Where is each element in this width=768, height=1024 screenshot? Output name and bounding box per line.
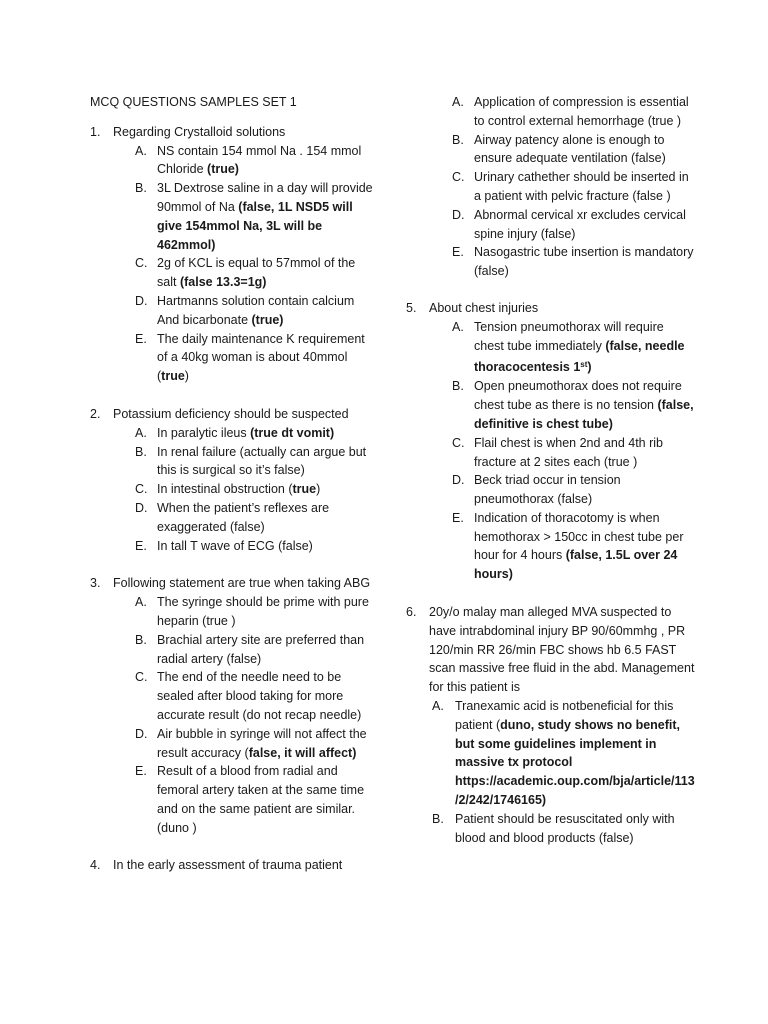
- option-text: Air bubble in syringe will not affect the result accuracy (: [157, 726, 367, 760]
- option-letter: D.: [452, 207, 465, 222]
- option-text: Application of compression is essential to control external hemorrhage (true ): [474, 95, 689, 128]
- option-text: When the patient’s reflexes are exaggerated (false): [157, 500, 330, 534]
- option-answer: (false, 1.5L over 24 hours): [474, 548, 678, 582]
- option-answer: (true): [207, 162, 239, 177]
- option-letter: A.: [135, 143, 147, 158]
- option-text: Urinary cathether should be inserted in a patient with pelvic fracture (false ): [474, 170, 689, 203]
- option-e: [452, 243, 696, 281]
- option-letter: B.: [432, 811, 444, 826]
- option-letter: C.: [135, 482, 148, 497]
- option-tail: ): [316, 482, 321, 497]
- option-answer: false, it will affect): [248, 745, 357, 760]
- option-answer: (true): [251, 312, 284, 327]
- option-c: [452, 434, 696, 472]
- question-number: 5.: [406, 300, 417, 315]
- option-text: Tension pneumothorax will require chest tube immediately: [474, 319, 664, 353]
- option-answer: (true dt vomit): [250, 425, 335, 440]
- question-stem: In the early assessment of trauma patient: [113, 858, 343, 873]
- option-letter: B.: [452, 379, 464, 394]
- right-column: [406, 93, 696, 866]
- option-answer: duno, study shows no benefit, but some guidelines implement in massive tx protocol https://academic.oup.com/bja/article/113/2/242/1746165): [455, 717, 695, 808]
- question-3: [90, 574, 375, 837]
- option-text: In paralytic ileus: [157, 425, 251, 440]
- option-c: [135, 480, 375, 499]
- option-letter: D.: [452, 473, 465, 488]
- option-a: [135, 142, 375, 180]
- option-text: The syringe should be prime with pure heparin (true ): [157, 595, 369, 628]
- question-number: 1.: [90, 124, 101, 139]
- option-e: [135, 762, 375, 837]
- option-text: Tranexamic acid is notbeneficial for this patient (: [455, 699, 674, 732]
- option-c: [135, 668, 375, 724]
- option-text: In intestinal obstruction (: [157, 482, 293, 497]
- option-text: The daily maintenance K requirement of a 40kg woman is about 40mmol (: [157, 331, 365, 384]
- option-letter: E.: [135, 764, 147, 779]
- left-column: [90, 93, 375, 894]
- option-text: Patient should be resuscitated only with blood and blood products (false): [455, 811, 675, 845]
- question-number: 4.: [90, 858, 101, 873]
- option-text: Result of a blood from radial and femoral artery taken at the same time and on the same patient are similar. (duno ): [157, 764, 365, 835]
- question-number: 6.: [406, 605, 417, 620]
- question-4-options: [406, 93, 696, 281]
- option-answer: true: [292, 482, 317, 497]
- option-tail: ): [184, 369, 189, 384]
- option-letter: C.: [452, 435, 465, 450]
- option-b: [432, 810, 696, 848]
- question-number: 2.: [90, 406, 101, 421]
- option-letter: C.: [452, 170, 465, 185]
- option-letter: A.: [452, 95, 464, 109]
- option-e: [135, 330, 375, 386]
- option-superscript: st: [580, 359, 588, 369]
- option-text: Nasogastric tube insertion is mandatory (false): [474, 245, 694, 279]
- option-letter: A.: [432, 699, 444, 714]
- document-title: MCQ QUESTIONS SAMPLES SET 1: [90, 95, 297, 109]
- option-letter: C.: [135, 670, 148, 685]
- option-text: Airway patency alone is enough to ensure adequate ventilation (false): [474, 132, 666, 166]
- option-tail: ): [587, 360, 592, 375]
- option-b: [452, 377, 696, 433]
- question-2: [90, 405, 375, 555]
- option-text: Open pneumothorax does not require chest tube as there is no tension: [474, 379, 682, 413]
- option-e: [452, 509, 696, 584]
- question-6: [406, 603, 696, 847]
- option-text: Brachial artery site are preferred than radial artery (false): [157, 632, 365, 666]
- option-text: Abnormal cervical xr excludes cervical spine injury (false): [474, 207, 686, 241]
- option-a: [452, 93, 696, 131]
- option-a: [432, 697, 696, 810]
- option-b: [452, 131, 696, 169]
- option-text: The end of the needle need to be sealed after blood taking for more accurate result (do not recap needle): [157, 670, 362, 722]
- option-answer: (false 13.3=1g): [179, 275, 267, 290]
- option-answer: (false, 1L NSD5 will give 154mmol Na, 3L will be 462mmol): [157, 199, 353, 252]
- option-a: [135, 593, 375, 631]
- option-letter: E.: [452, 245, 464, 260]
- option-e: [135, 537, 375, 556]
- option-text: NS contain 154 mmol Na . 154 mmol Chloride: [157, 143, 362, 177]
- option-letter: C.: [135, 256, 148, 271]
- option-text: In renal failure (actually can argue but this is surgical so it’s false): [157, 444, 367, 478]
- option-letter: E.: [452, 510, 464, 525]
- question-stem: Potassium deficiency should be suspected: [113, 406, 349, 421]
- option-letter: B.: [135, 444, 147, 459]
- question-1: [90, 123, 375, 386]
- option-letter: B.: [135, 181, 147, 196]
- question-stem: Following statement are true when taking ABG: [113, 576, 371, 591]
- option-letter: A.: [452, 319, 464, 334]
- option-text: 2g of KCL is equal to 57mmol of the salt: [157, 256, 356, 290]
- question-5: [406, 299, 696, 584]
- option-letter: E.: [135, 331, 147, 346]
- option-c: [452, 168, 696, 206]
- option-letter: A.: [135, 595, 147, 610]
- option-letter: A.: [135, 425, 147, 440]
- option-b: [135, 631, 375, 669]
- option-letter: B.: [135, 632, 147, 647]
- option-c: [135, 254, 375, 292]
- question-number: 3.: [90, 576, 101, 591]
- option-letter: E.: [135, 538, 147, 553]
- option-d: [452, 206, 696, 244]
- option-text: In tall T wave of ECG (false): [157, 538, 313, 553]
- option-a: [135, 424, 375, 443]
- option-letter: D.: [135, 293, 148, 308]
- option-text: Flail chest is when 2nd and 4th rib fracture at 2 sites each (true ): [474, 435, 663, 469]
- option-d: [452, 471, 696, 509]
- question-stem: About chest injuries: [429, 300, 539, 315]
- question-4-stem: [90, 856, 375, 875]
- question-stem: Regarding Crystalloid solutions: [113, 124, 286, 139]
- option-d: [135, 499, 375, 537]
- option-answer: true: [161, 369, 185, 384]
- option-b: [135, 179, 375, 254]
- option-text: Indication of thoracotomy is when hemothorax > 150cc in chest tube per hour for 4 hours: [474, 510, 684, 563]
- option-text: Hartmanns solution contain calcium And bicarbonate: [157, 293, 355, 327]
- option-d: [135, 725, 375, 763]
- question-stem: 20y/o malay man alleged MVA suspected to have intrabdominal injury BP 90/60mmhg , PR 120/min RR 26/min FBC shows hb 6.5 FAST scan massive free fluid in the abd. Management for this patient is: [429, 605, 695, 695]
- option-letter: B.: [452, 132, 464, 147]
- option-b: [135, 443, 375, 481]
- option-letter: D.: [135, 500, 148, 515]
- option-answer: (false, needle thoracocentesis 1: [474, 338, 685, 375]
- option-d: [135, 292, 375, 330]
- option-answer: (false, definitive is chest tube): [474, 398, 694, 431]
- option-a: [452, 318, 696, 378]
- option-text: Beck triad occur in tension pneumothorax (false): [474, 473, 621, 507]
- option-letter: D.: [135, 726, 148, 741]
- option-text: 3L Dextrose saline in a day will provide 90mmol of Na: [157, 181, 373, 214]
